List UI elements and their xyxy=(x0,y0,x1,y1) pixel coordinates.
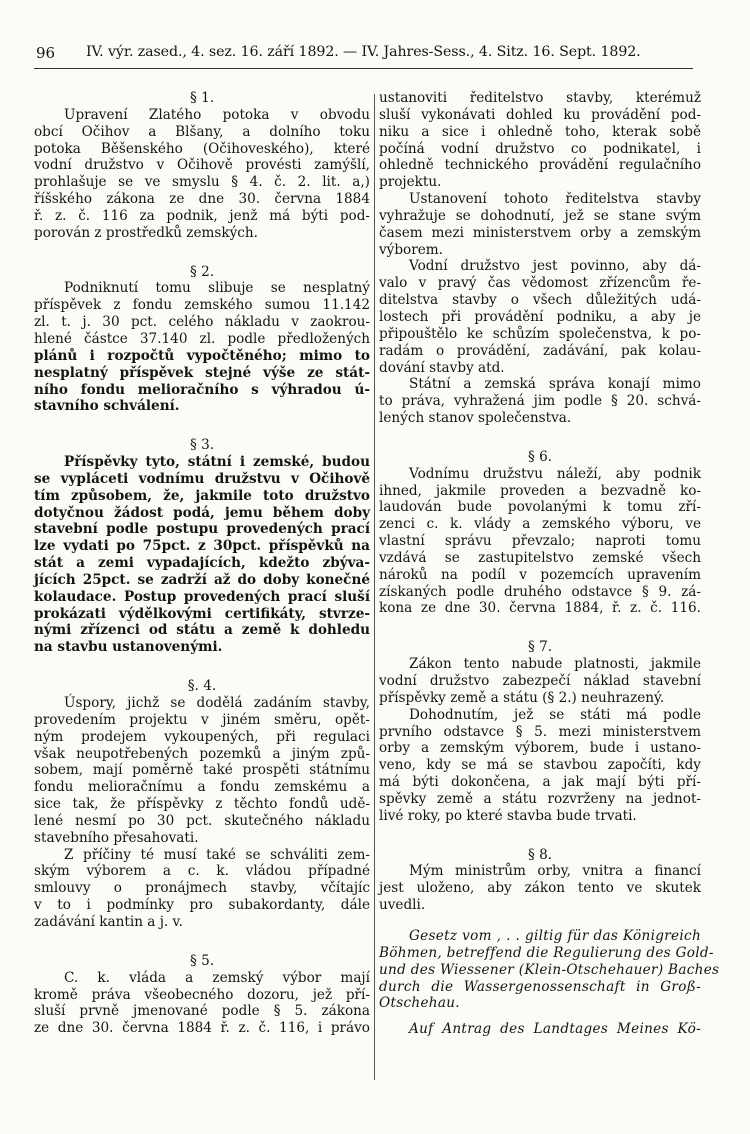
text-line: příspěvky země a státu (§ 2.) neuhrazený. xyxy=(379,689,665,706)
text-line: sluší prvně jmenované podle § 5. zákona xyxy=(34,1003,370,1020)
section-heading: § 1. xyxy=(189,90,215,106)
text-line: Otschehau. xyxy=(379,995,460,1012)
text-line: dování stavby atd. xyxy=(379,359,505,376)
section-2-text xyxy=(34,280,370,415)
text-line: prohlašuje se ve smyslu § 4. č. 2. lit. a,) xyxy=(34,174,370,191)
section-4 xyxy=(34,678,370,931)
text-line: lené nesmí po 30 pct. skutečného nákladu xyxy=(34,812,370,829)
text-line: jest uloženo, aby zákon tento ve skutek xyxy=(379,880,701,897)
text-line: ustanoviti ředitelstvo stavby, kterémuž xyxy=(379,90,701,106)
text-line: ditelstva stavby o všech důležitých udá- xyxy=(379,292,701,309)
text-line: provedením projektu v jiném směru, opět- xyxy=(34,711,370,728)
text-line: nároků na podíl v pozemcích upravením xyxy=(379,566,701,583)
text-line: sice tak, že příspěvky z těchto fondů udě- xyxy=(34,796,370,813)
text-line: dotyčnou žádost podá, jemu během doby xyxy=(34,504,370,521)
text-line: Upravení Zlatého potoka v obvodu xyxy=(64,106,370,123)
section-heading: § 8. xyxy=(527,846,553,863)
text-line: uvedli. xyxy=(379,897,426,914)
text-line: hlené částce 37.140 zl. podle předložených xyxy=(34,330,370,347)
section-2 xyxy=(34,264,370,416)
text-line: však neupotřebených pozemků a jiným způ- xyxy=(34,745,370,762)
page-number: 96 xyxy=(36,44,56,62)
text-line: durch die Wassergenossenschaft in Groß- xyxy=(379,978,701,995)
text-line: Vodnímu družstvu náleží, aby podnik xyxy=(409,465,701,482)
text-line: to práva, vyhražená jim podle § 20. schvá- xyxy=(379,393,701,410)
text-line: ným prodejem vykoupených, při regulaci xyxy=(34,728,370,745)
section-heading: § 6. xyxy=(527,448,553,465)
section-1-text xyxy=(34,107,370,242)
text-line: niku a sice i ohledně toho, kterak sobě xyxy=(379,123,701,140)
german-title-text xyxy=(379,927,720,1012)
section-5-continued xyxy=(379,90,701,427)
section-5 xyxy=(34,953,370,1037)
section-3-text xyxy=(34,454,370,656)
text-line: Dohodnutím, jež se státi má podle xyxy=(409,706,701,723)
text-line: nesplatný příspěvek stejné výše ze stát- xyxy=(34,364,370,381)
text-line: plánů i rozpočtů vypočtěného; mimo to xyxy=(34,347,370,364)
text-line: na stavbu ustanovenými. xyxy=(34,639,223,656)
text-line: lostech při provádění podniku, a aby je xyxy=(379,308,701,325)
column-divider xyxy=(374,94,375,1080)
section-7-text-a xyxy=(379,656,701,707)
section-4-text-b xyxy=(34,847,370,931)
right-column xyxy=(379,90,720,1038)
text-line: potoka Běšenského (Očihoveského), které xyxy=(34,140,370,157)
section-heading: §. 4. xyxy=(187,678,217,695)
text-line: radám o provádění, zadávání, pak kolau- xyxy=(379,342,701,359)
text-line: laudován bude povolanými k tomu zří- xyxy=(379,499,701,516)
text-line: zenci c. k. vlády a zemského výboru, ve xyxy=(379,516,701,533)
text-line: ze dne 30. června 1884 ř. z. č. 116, i právo xyxy=(34,1020,370,1037)
text-line: výborem. xyxy=(379,241,443,258)
text-line: vodní družstvo v Očihově provésti zamýšlí, xyxy=(34,157,370,174)
german-intro-text xyxy=(379,1021,701,1038)
text-line: jících 25pct. se zadrží až do doby konečné xyxy=(34,571,370,588)
text-line: Úspory, jichž se dodělá zadáním stavby, xyxy=(64,695,370,711)
text-line: und des Wiessener (Klein-Otschehauer) Baches xyxy=(379,961,720,978)
german-law-title xyxy=(379,927,720,1038)
section-6 xyxy=(379,449,701,617)
section-5-cont-d xyxy=(379,376,701,427)
text-line: Příspěvky tyto, státní i zemské, budou xyxy=(64,454,370,471)
text-line: Böhmen, betreffend die Regulierung des Gold- xyxy=(379,944,714,961)
text-line: orby a zemským výborem, bude i ustano- xyxy=(379,740,701,757)
section-1 xyxy=(34,90,370,242)
text-line: Z příčiny té musí také se schváliti zem- xyxy=(64,846,370,863)
section-5-cont-b xyxy=(379,191,701,258)
text-line: stavební podle postupu provedených prací xyxy=(34,521,370,538)
left-column xyxy=(34,90,370,1037)
text-line: získaných podle druhého odstavce § 9. zá- xyxy=(379,583,701,600)
text-line: zl. t. j. 30 pct. celého nákladu v zaokrou- xyxy=(34,314,370,331)
text-line: Podniknutí tomu slibuje se nesplatný xyxy=(64,280,370,297)
text-line: livé roky, po které stavba bude trvati. xyxy=(379,807,637,824)
text-line: kolaudace. Postup provedených prací sluší xyxy=(34,588,370,605)
running-head: IV. výr. zased., 4. sez. 16. září 1892. — IV. Jahres-Sess., 4. Sitz. 16. Sept. 1892. xyxy=(86,44,641,60)
text-line: projektu. xyxy=(379,174,442,191)
text-line: Auf Antrag des Landtages Meines Kö- xyxy=(409,1021,701,1038)
text-line: vlastní správu převzalo; naproti tomu xyxy=(379,533,701,550)
text-line: příspěvek z fondu zemského sumou 11.142 xyxy=(34,297,370,314)
text-line: časem mezi ministerstvem orby a zemským xyxy=(379,224,701,241)
text-line: ř. z. č. 116 za podnik, jenž má býti pod- xyxy=(34,207,370,224)
text-line: lze vydati po 75pct. z 30pct. příspěvků na xyxy=(34,538,370,555)
text-line: připouštělo ke schůzím společenstva, k po- xyxy=(379,325,701,342)
section-5-cont-c xyxy=(379,258,701,376)
section-heading: § 3. xyxy=(189,437,215,454)
section-5-cont-a xyxy=(379,90,701,191)
text-line: zadávání kantin a j. v. xyxy=(34,913,183,930)
section-5-text xyxy=(34,970,370,1037)
text-line: spěvky země a státu rozvrženy na jednot- xyxy=(379,790,701,807)
section-6-text xyxy=(379,466,701,618)
text-line: sluší vykonávati dohled ku provádění pod- xyxy=(379,106,701,123)
text-line: veno, kdy se má se stavbou započíti, kdy xyxy=(379,757,701,774)
text-line: stát a zemi vypadajících, kdežto zbýva- xyxy=(34,555,370,572)
text-line: tím způsobem, že, jakmile toto družstvo xyxy=(34,487,370,504)
text-line: prokázati výdělkovými certifikáty, stvrze- xyxy=(34,605,370,622)
section-heading: § 7. xyxy=(527,639,553,656)
text-line: fondu melioračnímu a fondu zemskému a xyxy=(34,779,370,796)
text-line: Zákon tento nabude platnosti, jakmile xyxy=(409,656,701,673)
text-line: stavebního přesahovati. xyxy=(34,829,199,846)
text-line: lených stanov společenstva. xyxy=(379,410,572,427)
text-line: nými zřízenci od státu a země k dohledu xyxy=(34,622,370,639)
text-line: ního fondu melioračního s výhradou ú- xyxy=(34,381,370,398)
text-line: ihned, jakmile proveden a bezvadně ko- xyxy=(379,482,701,499)
page-header xyxy=(0,44,750,66)
text-line: Vodní družstvo jest povinno, aby dá- xyxy=(409,258,701,275)
text-line: smlouvy o pronájmech stavby, včítajíc xyxy=(34,880,370,897)
text-line: kona ze dne 30. června 1884, ř. z. č. 116. xyxy=(379,600,701,617)
text-line: Mým ministrům orby, vnitra a financí xyxy=(409,863,701,880)
section-4-text-a xyxy=(34,695,370,847)
text-line: Ustanovení tohoto ředitelstva stavby xyxy=(409,191,701,208)
text-line: sobem, mají poměrně také prospěti státnímu xyxy=(34,762,370,779)
text-line: kromě práva všeobecného dozoru, jež pří- xyxy=(34,986,370,1003)
text-line: má býti dokončena, a jak mají býti pří- xyxy=(379,774,701,791)
section-heading: § 2. xyxy=(189,263,215,280)
text-line: ským výborem a c. k. vládou případné xyxy=(34,863,370,880)
section-7 xyxy=(379,639,701,824)
text-line: obcí Očihov a Blšany, a dolního toku xyxy=(34,123,370,140)
section-heading: § 5. xyxy=(189,952,215,969)
text-line: Gesetz vom , . . giltig für das Königreich xyxy=(409,927,701,944)
text-line: C. k. vláda a zemský výbor mají xyxy=(64,969,370,986)
text-line: prvního odstavce § 5. mezi ministerstvem xyxy=(379,723,701,740)
section-8 xyxy=(379,847,701,914)
text-line: počíná vodní družstvo co podnikatel, i xyxy=(379,140,701,157)
section-7-text-b xyxy=(379,707,701,825)
section-3 xyxy=(34,437,370,656)
text-line: Státní a zemská správa konají mimo xyxy=(409,376,701,393)
text-line: vzdává se zastupitelstvo zemské všech xyxy=(379,549,701,566)
text-line: porován z prostředků zemských. xyxy=(34,224,258,241)
text-line: stavního schválení. xyxy=(34,398,180,415)
text-line: se vypláceti vodnímu družstvu v Očihově xyxy=(34,470,370,487)
text-line: valo v pravý čas vědomost zřízencům ře- xyxy=(379,275,701,292)
header-rule xyxy=(34,68,693,69)
section-8-text xyxy=(379,863,701,914)
text-line: ohledně technického provádění regulačního xyxy=(379,157,701,174)
text-line: v to i podmínky pro subakordanty, dále xyxy=(34,897,370,914)
text-line: vodní družstvo zabezpečí náklad stavební xyxy=(379,673,701,689)
text-line: říšského zákona ze dne 30. června 1884 xyxy=(34,191,370,208)
text-line: vyhražuje se dohodnutí, jež se stane svým xyxy=(379,207,701,224)
